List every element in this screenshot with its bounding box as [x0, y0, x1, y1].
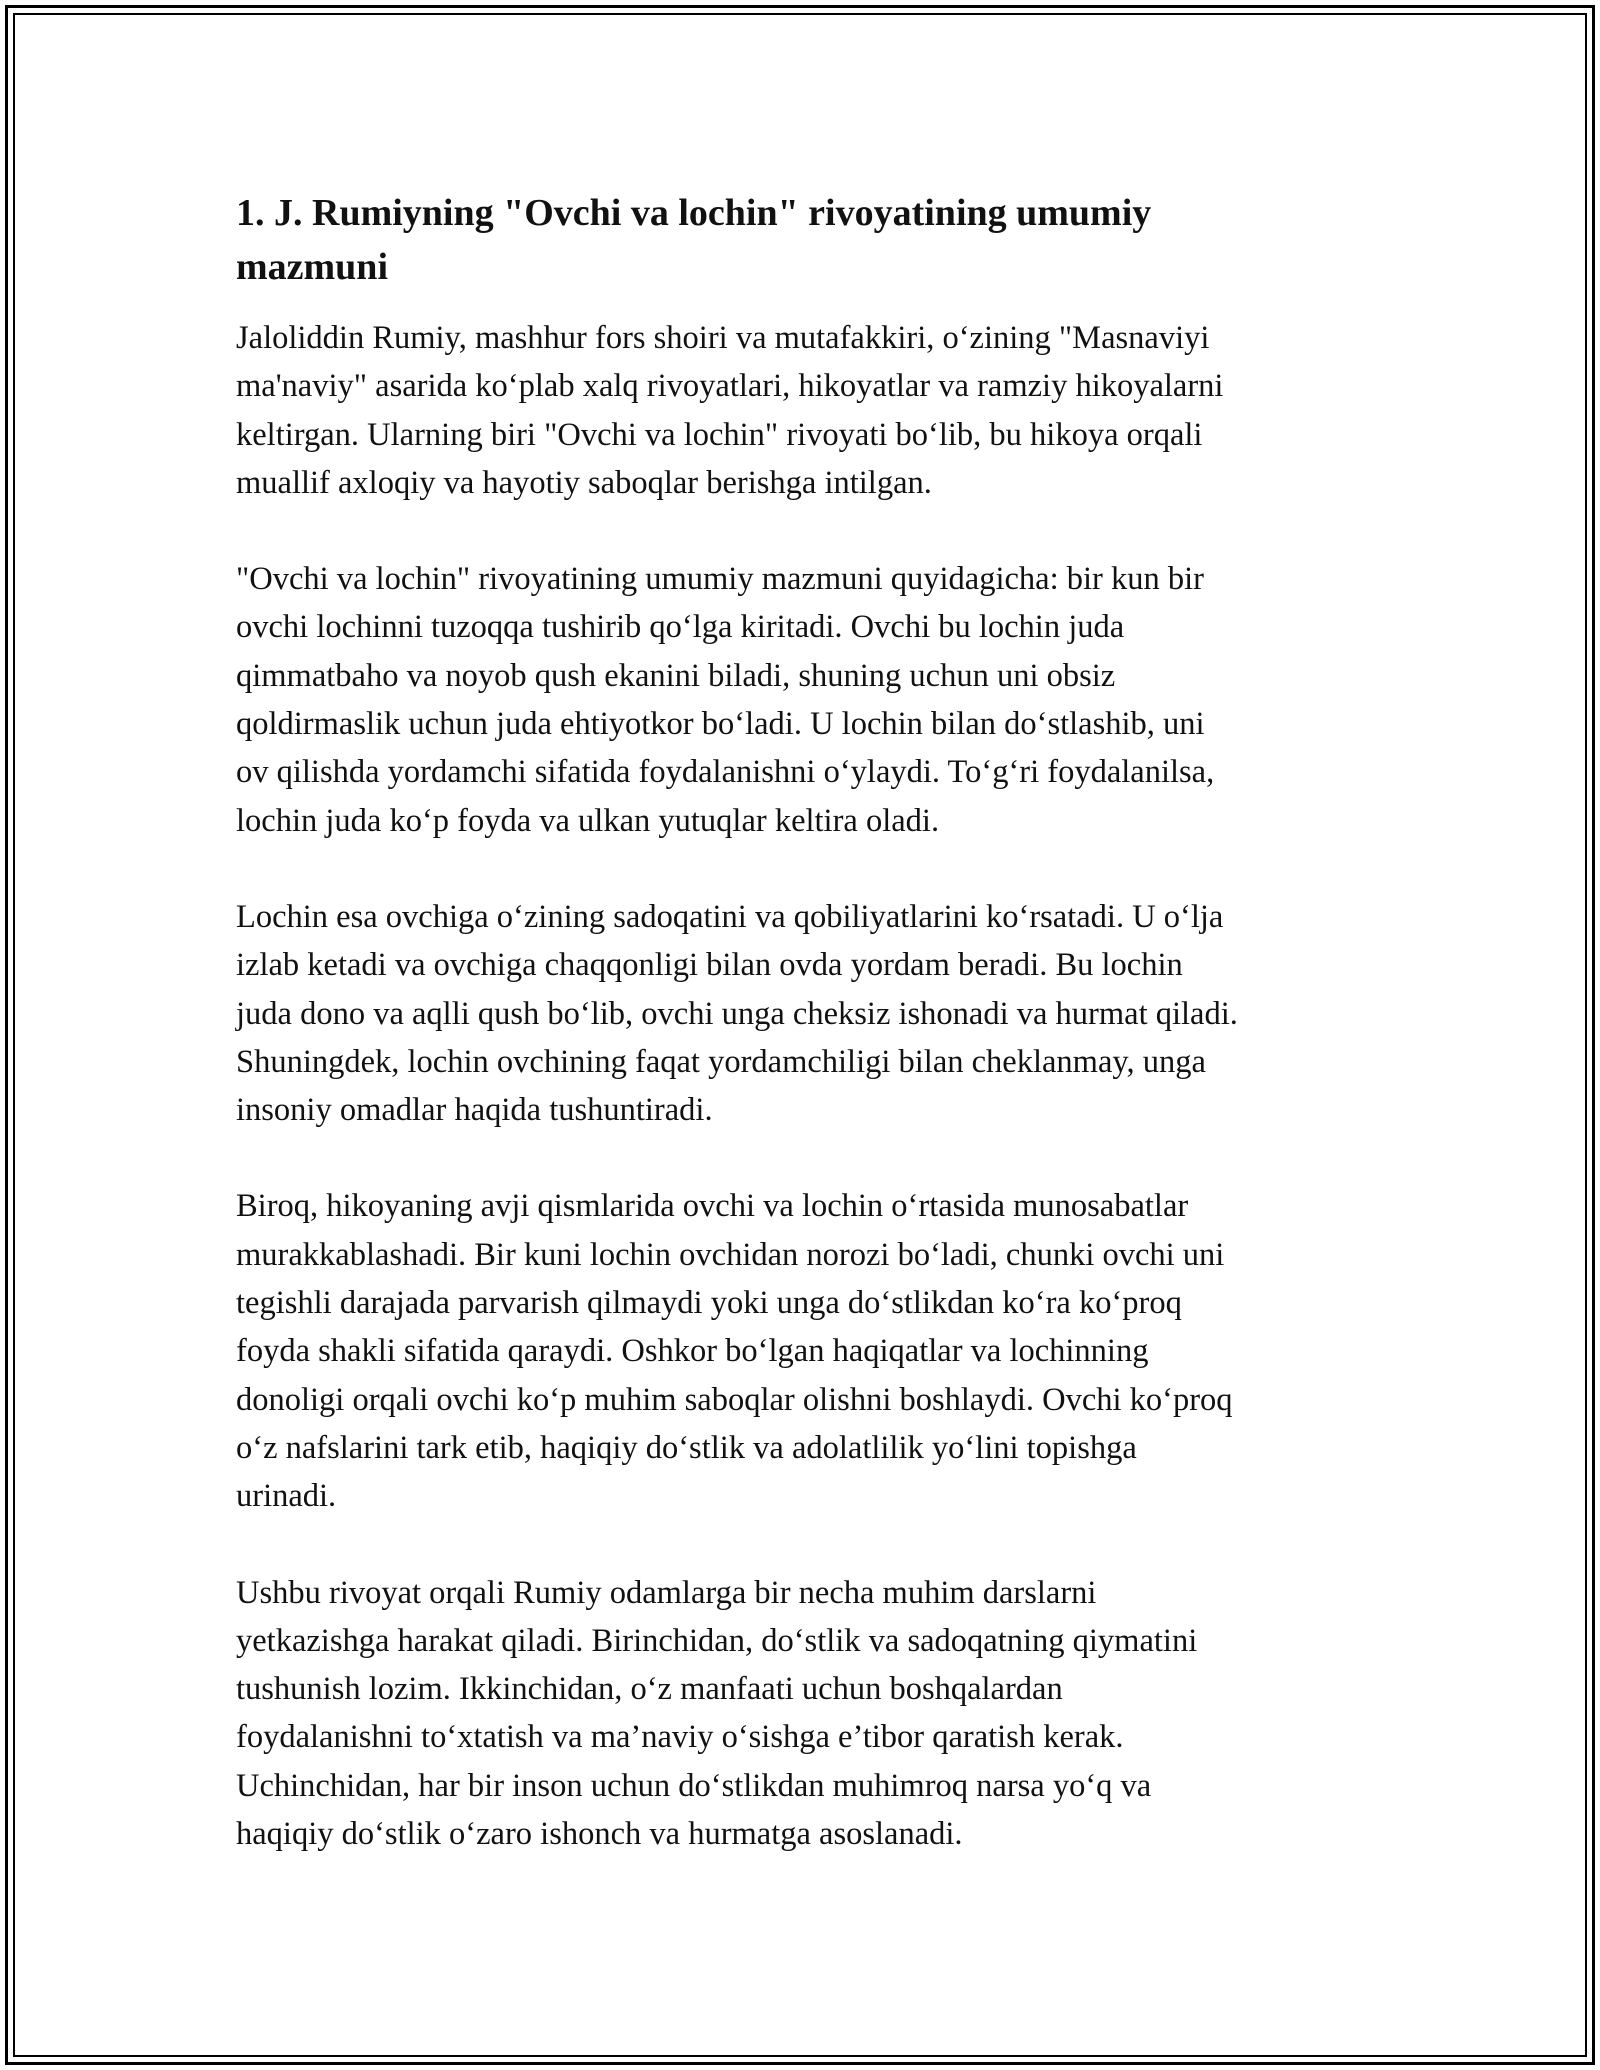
paragraph-line: qoldirmaslik uchun juda ehtiyotkor bo‘ladi. U lochin bilan do‘stlashib, uni: [236, 706, 1205, 743]
document-body: [236, 186, 1376, 1906]
paragraph-line: yetkazishga harakat qiladi. Birinchidan, do‘stlik va sadoqatning qiymatini: [236, 1622, 1198, 1659]
paragraph-line: o‘z nafslarini tark etib, haqiqiy do‘stlik va adolatlilik yo‘lini topishga: [236, 1429, 1137, 1466]
title-line: 1. J. Rumiyning "Ovchi va lochin" rivoyatining umumiy: [236, 192, 1152, 234]
paragraph-line: tushunish lozim. Ikkinchidan, o‘z manfaati uchun boshqalardan: [236, 1671, 1063, 1708]
paragraph-line: donoligi orqali ovchi ko‘p muhim saboqlar olishni boshlaydi. Ovchi ko‘proq: [236, 1381, 1233, 1418]
paragraph-line: keltirgan. Ularning biri "Ovchi va lochin" rivoyati bo‘lib, bu hikoya orqali: [236, 416, 1203, 453]
paragraph-line: Ushbu rivoyat orqali Rumiy odamlarga bir necha muhim darslarni: [236, 1574, 1097, 1611]
paragraph-line: urinadi.: [236, 1478, 337, 1515]
paragraph-line: "Ovchi va lochin" rivoyatining umumiy mazmuni quyidagicha: bir kun bir: [236, 561, 1204, 598]
paragraph-line: ma'naviy" asarida ko‘plab xalq rivoyatlari, hikoyatlar va ramziy hikoyalarni: [236, 368, 1224, 405]
paragraph-1: [236, 314, 1376, 507]
paragraph-line: foyda shakli sifatida qaraydi. Oshkor bo‘lgan haqiqatlar va lochinning: [236, 1333, 1149, 1370]
paragraph-4: [236, 1182, 1376, 1520]
paragraph-3: [236, 893, 1376, 1134]
paragraph-line: Uchinchidan, har bir inson uchun do‘stlikdan muhimroq narsa yo‘q va: [236, 1767, 1152, 1804]
paragraph-line: ovchi lochinni tuzoqqa tushirib qo‘lga kiritadi. Ovchi bu lochin juda: [236, 609, 1125, 646]
paragraph-line: tegishli darajada parvarish qilmaydi yoki unga do‘stlikdan ko‘ra ko‘proq: [236, 1285, 1182, 1322]
paragraph-line: qimmatbaho va noyob qush ekanini biladi, shuning uchun uni obsiz: [236, 657, 1116, 694]
document-title: [236, 186, 1376, 294]
paragraph-line: ov qilishda yordamchi sifatida foydalanishni o‘ylaydi. To‘g‘ri foydalanilsa,: [236, 754, 1215, 791]
paragraph-line: izlab ketadi va ovchiga chaqqonligi bilan ovda yordam beradi. Bu lochin: [236, 947, 1183, 984]
paragraph-line: murakkablashadi. Bir kuni lochin ovchidan norozi bo‘ladi, chunki ovchi uni: [236, 1236, 1225, 1273]
paragraph-line: haqiqiy do‘stlik o‘zaro ishonch va hurmatga asoslanadi.: [236, 1816, 963, 1853]
paragraph-line: juda dono va aqlli qush bo‘lib, ovchi unga cheksiz ishonadi va hurmat qiladi.: [236, 995, 1238, 1032]
paragraph-line: muallif axloqiy va hayotiy saboqlar berishga intilgan.: [236, 464, 932, 501]
paragraph-line: foydalanishni to‘xtatish va ma’naviy o‘sishga e’tibor qaratish kerak.: [236, 1719, 1124, 1756]
paragraph-line: insoniy omadlar haqida tushuntiradi.: [236, 1092, 713, 1129]
title-line: mazmuni: [236, 246, 388, 288]
paragraph-line: Lochin esa ovchiga o‘zining sadoqatini va qobiliyatlarini ko‘rsatadi. U o‘lja: [236, 898, 1224, 935]
paragraph-line: Jaloliddin Rumiy, mashhur fors shoiri va mutafakkiri, o‘zining "Masnaviyi: [236, 320, 1210, 356]
paragraph-line: Biroq, hikoyaning avji qismlarida ovchi va lochin o‘rtasida munosabatlar: [236, 1188, 1189, 1225]
paragraph-line: Shuningdek, lochin ovchining faqat yordamchiligi bilan cheklanmay, unga: [236, 1043, 1206, 1080]
paragraph-5: [236, 1569, 1376, 1859]
paragraph-2: [236, 555, 1376, 845]
paragraph-line: lochin juda ko‘p foyda va ulkan yutuqlar keltira oladi.: [236, 802, 940, 839]
